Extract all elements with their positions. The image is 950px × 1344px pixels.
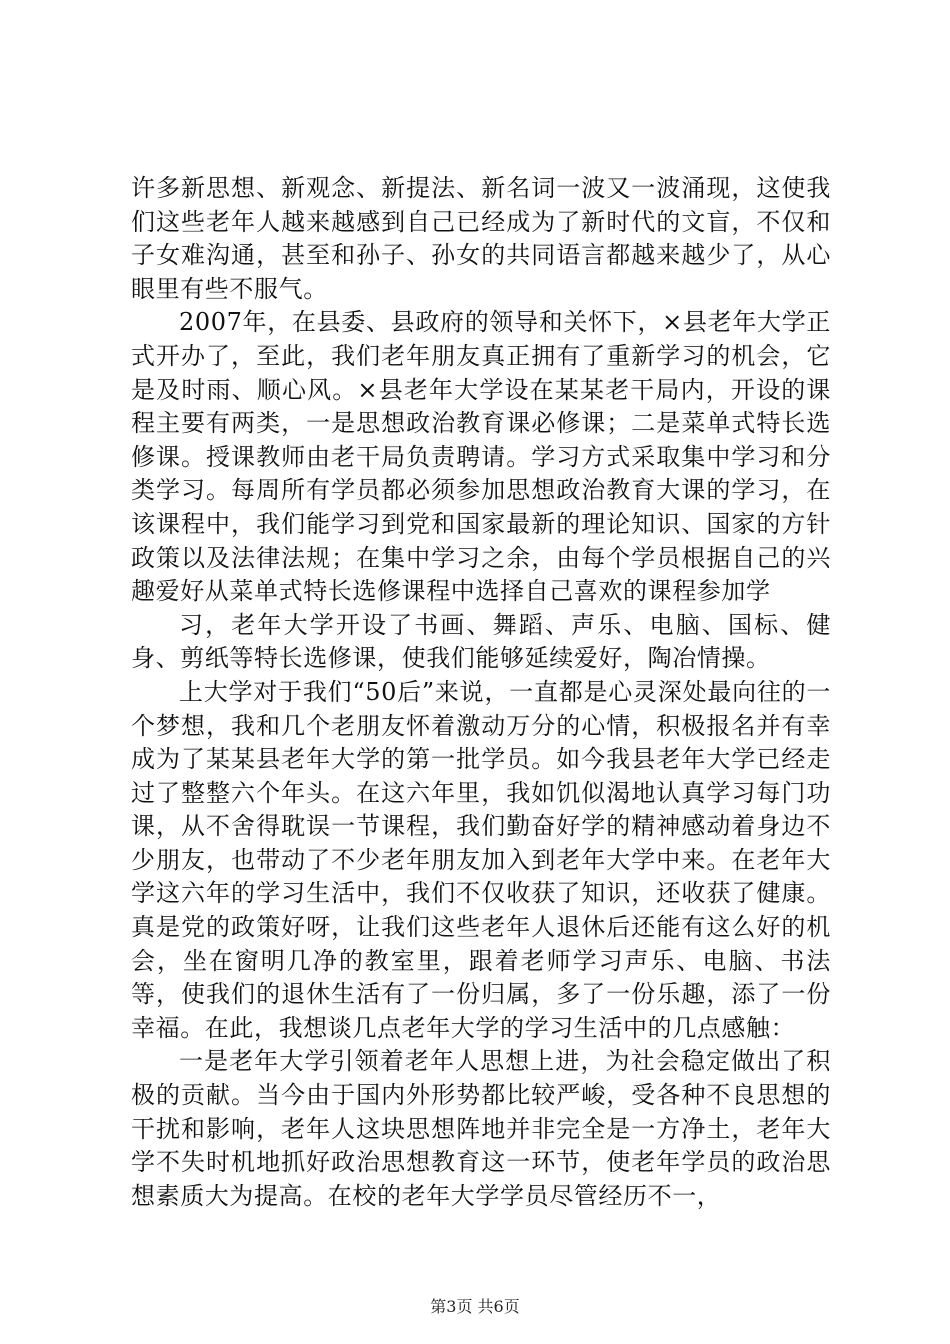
document-body [131, 172, 831, 1213]
page-number-footer: 第3页 共6页 [430, 1297, 520, 1316]
paragraph-1: 许多新思想、新观念、新提法、新名词一波又一波涌现，这使我们这些老年人越来越感到自己已经成为了新时代的文盲，不仅和子女难沟通，甚至和孙子、孙女的共同语言都越来越少了，从心眼里有些不服气。 [131, 174, 831, 303]
paragraph-5: 一是老年大学引领着老年人思想上进，为社会稳定做出了积极的贡献。当今由于国内外形势都比较严峻，受各种不良思想的干扰和影响，老年人这块思想阵地并非完全是一方净土，老年大学不失时机地抓好政治思想教育这一环节，使老年学员的政治思想素质大为提高。在校的老年大学学员尽管经历不一， [131, 1047, 831, 1210]
paragraph-4: 上大学对于我们“50后”来说，一直都是心灵深处最向往的一个梦想，我和几个老朋友怀着激动万分的心情，积极报名并有幸成为了某某县老年大学的第一批学员。如今我县老年大学已经走过了整整六个年头。在这六年里，我如饥似渴地认真学习每门功课，从不舍得耽误一节课程，我们勤奋好学的精神感动着身边不少朋友，也带动了不少老年朋友加入到老年大学中来。在老年大学这六年的学习生活中，我们不仅收获了知识，还收获了健康。真是党的政策好呀，让我们这些老年人退休后还能有这么好的机会，坐在窗明几净的教室里，跟着老师学习声乐、电脑、书法等，使我们的退休生活有了一份归属，多了一份乐趣，添了一份幸福。在此，我想谈几点老年大学的学习生活中的几点感触： [131, 677, 831, 1042]
paragraph-3: 习，老年大学开设了书画、舞蹈、声乐、电脑、国标、健身、剪纸等特长选修课，使我们能够延续爱好，陶冶情操。 [131, 610, 831, 673]
paragraph-2: 2007年，在县委、县政府的领导和关怀下，×县老年大学正式开办了，至此，我们老年朋友真正拥有了重新学习的机会，它是及时雨、顺心风。×县老年大学设在某某老干局内，开设的课程主要有两类，一是思想政治教育课必修课；二是菜单式特长选修课。授课教师由老干局负责聘请。学习方式采取集中学习和分类学习。每周所有学员都必须参加思想政治教育大课的学习，在该课程中，我们能学习到党和国家最新的理论知识、国家的方针政策以及法律法规；在集中学习之余，由每个学员根据自己的兴趣爱好从菜单式特长选修课程中选择自己喜欢的课程参加学 [131, 308, 831, 606]
